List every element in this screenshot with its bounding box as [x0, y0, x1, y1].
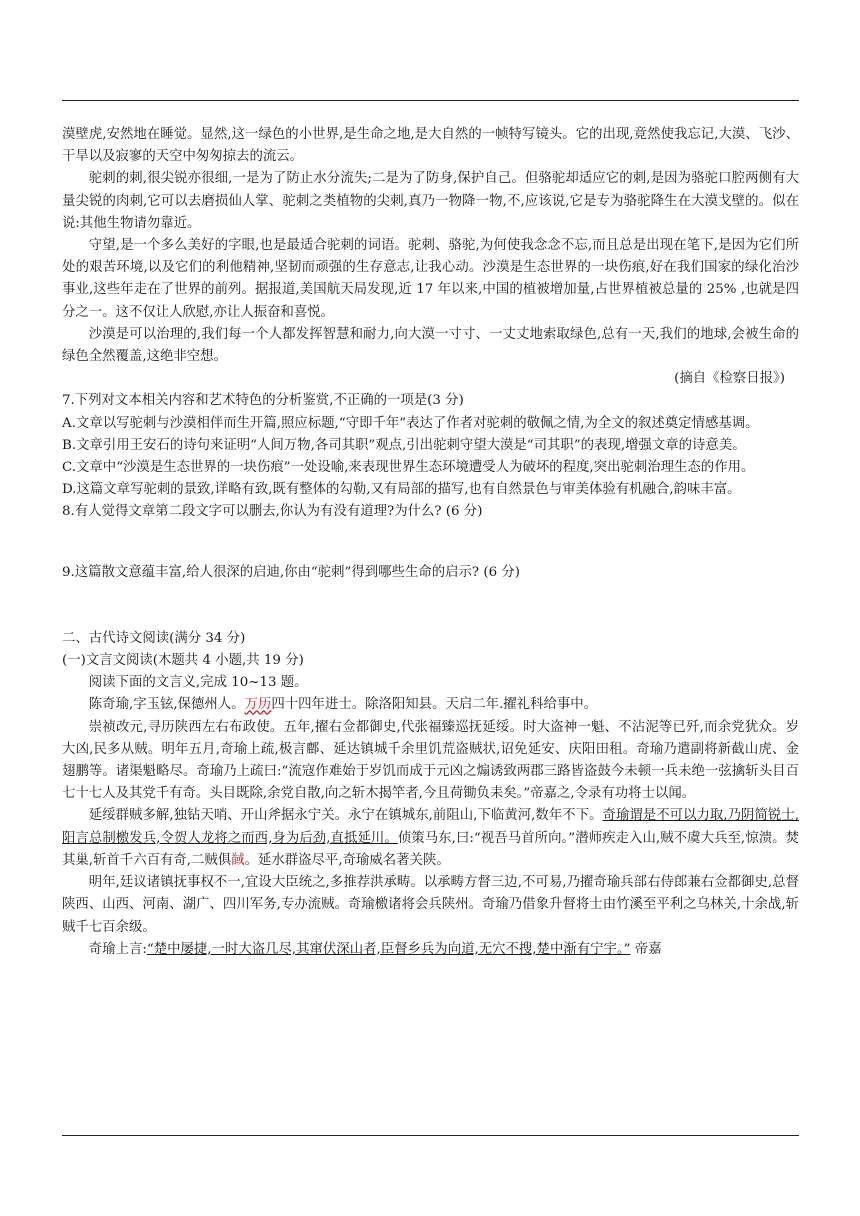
- option-a: A.文章以写驼刺与沙漠相伴而生开篇,照应标题,“守即千年”表达了作者对驼刺的敬佩之情,为全文的叙述奠定情感基调。: [62, 415, 759, 431]
- underlined-sentence: 奇瑜谓是不可以力取,乃阴简锐士,阳言总制檄发兵,令贺人龙将之而西,身为后劲,直抵延川。: [62, 808, 799, 846]
- text-span: 帝嘉: [630, 941, 662, 957]
- instruction: 阅读下面的文言义,完成 10~13 题。: [88, 675, 308, 691]
- essay-paragraph: 漠壁虎,安然地在睡觉。显然,这一绿色的小世界,是生命之地,是大自然的一帧特写镜头。它的出现,竟然使我忘记,大漠、飞沙、干旱以及寂寥的天空中匆匆掠去的流云。: [62, 127, 799, 165]
- question-7: 7.下列对文本相关内容和艺术特色的分析鉴赏,不正确的一项是(3 分): [62, 393, 464, 409]
- option-b: B.文章引用王安石的诗句来证明“人间万物,各司其职”观点,引出驼刺守望大漠是“司其职”的表现,增强文章的诗意美。: [62, 437, 746, 453]
- subsection-heading: (一)文言文阅读(木题共 4 小题,共 19 分): [62, 653, 304, 669]
- text-span: 奇瑜上言:: [88, 941, 147, 957]
- text-span: 延绥群贼多解,独钻天哨、开山斧据永宁关。永宁在镇城东,前阻山,下临黄河,数年不下。: [88, 808, 603, 824]
- section-heading: 二、古代诗文阅读(满分 34 分): [62, 630, 246, 646]
- question-9: 9.这篇散文意蕴丰富,给人很深的启迪,你由“驼刺”得到哪些生命的启示? (6 分): [62, 564, 520, 580]
- text-span: 。延水群盗尽平,奇瑜威名著关陕。: [244, 852, 450, 868]
- essay-paragraph: 沙漠是可以治理的,我们每一个人都发挥智慧和耐力,向大漠一寸寸、一丈丈地索取绿色,总有一天,我们的地球,会被生命的绿色全然覆盖,这绝非空想。: [62, 326, 799, 365]
- page-content: [62, 124, 799, 961]
- classical-paragraph: [62, 694, 799, 716]
- option-d: D.这篇文章写驼刺的景致,详略有致,既有整体的勾勒,又有局部的描写,也有自然景色与审美体验有机融合,韵味丰富。: [62, 482, 741, 498]
- underlined-sentence: “楚中屡捷,一时大盗几尽,其窜伏深山者,臣督乡兵为向道,无穴不搜,楚中渐有宁宇。”: [146, 941, 631, 957]
- essay-paragraph: 驼刺的刺,很尖锐亦很细,一是为了防止水分流失;二是为了防身,保护自己。但骆驼却适应它的刺,是因为骆驼口腔两侧有大量尖锐的肉刺,它可以去磨损仙人掌、驼刺之类植物的尖刺,真乃一物降一物,不,应该说,它是专为骆驼降生在大漠戈壁的。似在说:其他生物请勿靠近。: [62, 171, 799, 231]
- classical-paragraph: 崇祯改元,寻历陕西左右布政使。五年,擢右佥都御史,代张福臻巡抚延绥。时大盗神一魁、不沾泥等已歼,而余党犹众。岁大凶,民多从贼。明年五月,奇瑜上疏,极言鄜、延达镇城千余里饥荒盗贼状,诏免延安、庆阳田租。奇瑜乃遣副将新截山虎、金翅鹏等。诸渠魁略尽。奇瑜乃上疏曰:“流寇作难始于岁饥而成于元凶之煽诱致两郡三路皆盗鼓今未顿一兵未绝一弦擒斩头目百七十七人及其党千有奇。头目既除,余党自散,向之斩木揭竿者,今且荷锄负耒矣。”帝嘉之,令录有功将士以闻。: [62, 719, 799, 802]
- footer-rule: [62, 1135, 799, 1136]
- question-8: 8.有人觉得文章第二段文字可以删去,你认为有没有道理?为什么? (6 分): [62, 504, 483, 520]
- highlighted-term: 馘: [231, 852, 245, 868]
- highlighted-term: 万历: [244, 697, 272, 713]
- answer-space: [62, 584, 799, 628]
- classical-paragraph: [62, 939, 799, 961]
- classical-paragraph: 明年,廷议诸镇抚事权不一,宜设大臣统之,多推荐洪承畴。以承畴方督三边,不可易,乃擢奇瑜兵部右侍郎兼右佥都御史,总督陕西、山西、河南、湖广、四川军务,专办流贼。奇瑜檄诸将会兵陕州。奇瑜乃借象升督将士由竹溪至平利之乌林关,十余战,斩贼千七百余级。: [62, 875, 799, 935]
- essay-paragraph: 守望,是一个多么美好的字眼,也是最适合驼刺的词语。驼刺、骆驼,为何使我念念不忘,而且总是出现在笔下,是因为它们所处的艰苦环境,以及它们的利他精神,坚韧而顽强的生存意志,让我心动。沙漠是生态世界的一块伤痕,好在我们国家的绿化治沙事业,这些年走在了世界的前列。据报道,美国航天局发现,近 17 年以来,中国的植被增加量,占世界植被总量的 25% ,也就是四分之一。这不仅让人欣慰,亦让人振奋和喜悦。: [62, 238, 799, 320]
- answer-space: [62, 524, 799, 562]
- text-span: 陈奇瑜,字玉铉,保德州人。: [88, 697, 245, 713]
- header-rule: [62, 100, 799, 101]
- text-span: 四十四年进士。除洛阳知县。天启二年.擢礼科给事中。: [271, 697, 598, 713]
- text-span: 侦策马东,曰:“视吾马首所向。”潜师疾走入山,贼不虞大兵至,惊溃。焚其巢,斩首千六百有奇,二贼俱: [62, 830, 799, 868]
- classical-paragraph: [62, 805, 799, 872]
- option-c: C.文章中“沙漠是生态世界的一块伤痕”一处设喻,来表现世界生态环境遭受人为破坏的程度,突出驼刺治理生态的作用。: [62, 460, 755, 476]
- essay-source: (摘自《检察日报》): [674, 371, 785, 387]
